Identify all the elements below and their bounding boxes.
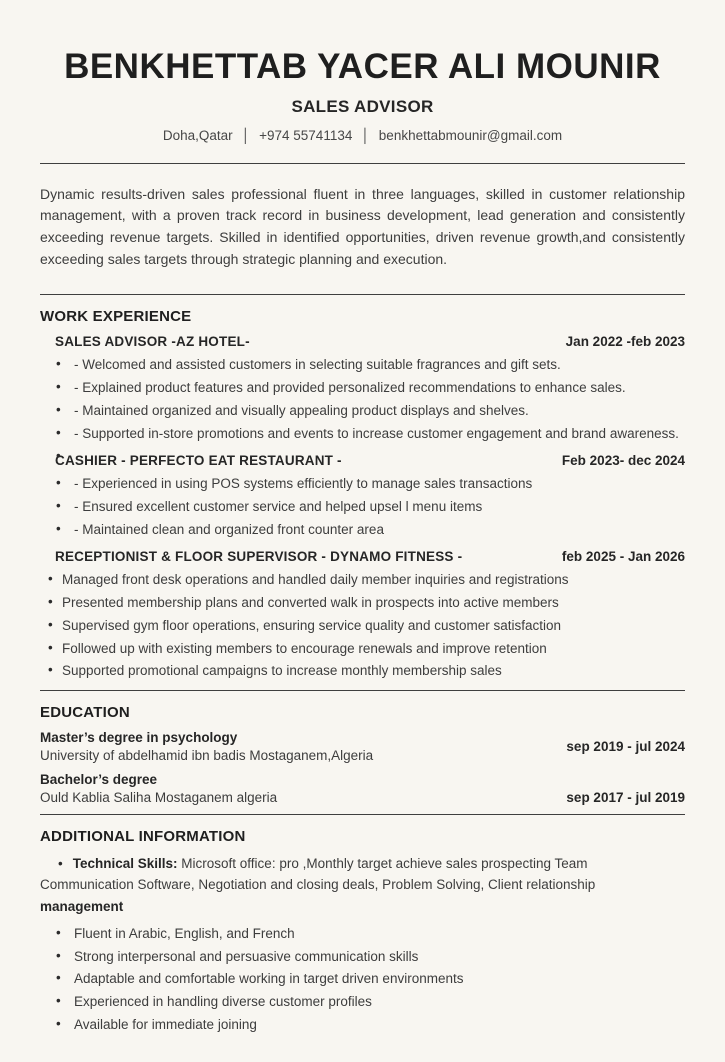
job-entry — [40, 549, 685, 682]
job-bullet-list — [40, 474, 685, 540]
technical-skills-label: Technical Skills: — [72, 856, 178, 872]
bullet-item: • Adaptable and comfortable working in target driven environments — [40, 969, 685, 989]
resume-header — [40, 48, 685, 143]
contact-separator: │ — [241, 127, 251, 143]
job-dates: Jan 2022 -feb 2023 — [565, 333, 685, 349]
bullet-item: • - Supported in-store promotions and events to increase customer engagement and brand awareness. — [40, 424, 685, 444]
additional-bullet-list — [40, 924, 685, 1036]
job-bullet-list — [40, 570, 685, 682]
school-name: University of abdelhamid ibn badis Mostaganem,Algeria — [40, 748, 374, 764]
additional-info-section — [40, 828, 685, 1035]
summary-text: Dynamic results-driven sales professional fluent in three languages, skilled in customer relationship management, with a proven track record in business development, lead generation and consistently exceeding revenue targets. Skilled in identified opportunities, driven revenue growth,and consistently exceeding sales targets through strategic planning and execution. — [40, 185, 685, 267]
summary-divider — [40, 294, 685, 295]
contact-line — [40, 128, 685, 143]
contact-location: Doha,Qatar — [162, 127, 233, 143]
education-dates: sep 2019 - jul 2024 — [566, 739, 685, 755]
education-entry — [40, 730, 685, 763]
degree-name: Master’s degree in psychology — [40, 730, 238, 746]
education-dates: sep 2017 - jul 2019 — [566, 790, 685, 806]
job-entry — [40, 334, 685, 444]
bullet-item: • - Ensured excellent customer service and helped upsel l menu items — [40, 497, 685, 517]
bullet-item: • Managed front desk operations and handled daily member inquiries and registrations — [40, 570, 685, 590]
bullet-item: • - Welcomed and assisted customers in selecting suitable fragrances and gift sets. — [40, 355, 685, 375]
contact-email: benkhettabmounir@gmail.com — [378, 127, 563, 143]
education-entry — [40, 772, 685, 805]
job-dates: feb 2025 - Jan 2026 — [561, 548, 685, 564]
technical-skills-item — [40, 854, 685, 896]
candidate-name: BENKHETTAB YACER ALI MOUNIR — [64, 47, 661, 86]
job-header — [40, 453, 685, 468]
bullet-item: • Followed up with existing members to encourage renewals and improve retention — [40, 639, 685, 659]
job-entry — [40, 453, 685, 540]
bullet-item: • Supported promotional campaigns to increase monthly membership sales — [40, 661, 685, 681]
bullet-item: • Experienced in handling diverse customer profiles — [40, 992, 685, 1012]
job-title: SALES ADVISOR -AZ HOTEL- — [55, 333, 250, 349]
header-divider — [40, 163, 685, 164]
job-header — [40, 334, 685, 349]
education-heading: EDUCATION — [40, 704, 130, 722]
bullet-item: • - Explained product features and provided personalized recommendations to enhance sales. — [40, 378, 685, 398]
degree-name: Bachelor’s degree — [40, 772, 158, 788]
education-details — [40, 772, 277, 805]
education-section — [40, 704, 685, 805]
job-title: CASHIER - PERFECTO EAT RESTAURANT - — [55, 452, 342, 468]
technical-skills-text-continued: management — [40, 899, 124, 915]
work-experience-section — [40, 308, 685, 682]
bullet-item: • - Experienced in using POS systems efficiently to manage sales transactions — [40, 474, 685, 494]
contact-phone: +974 55741134 — [259, 127, 353, 143]
technical-skills-text: Microsoft office: pro ,Monthly target achieve sales prospecting Team Communication Software, Negotiation and closing deals, Problem Solving, Client relationship — [40, 856, 596, 893]
additional-divider — [40, 814, 685, 815]
bullet-item: • Strong interpersonal and persuasive communication skills — [40, 947, 685, 967]
school-name: Ould Kablia Saliha Mostaganem algeria — [40, 790, 278, 806]
education-details — [40, 730, 373, 763]
contact-separator: │ — [361, 127, 370, 143]
work-experience-heading: WORK EXPERIENCE — [40, 307, 192, 325]
job-dates: Feb 2023- dec 2024 — [561, 452, 685, 468]
job-bullet-list — [40, 355, 685, 444]
job-title: RECEPTIONIST & FLOOR SUPERVISOR - DYNAMO FITNESS - — [55, 548, 463, 564]
bullet-item: • Available for immediate joining — [40, 1015, 685, 1035]
education-divider — [40, 690, 685, 691]
bullet-item: • - Maintained organized and visually appealing product displays and shelves. — [40, 401, 685, 421]
bullet-item: • Supervised gym floor operations, ensuring service quality and customer satisfaction — [40, 616, 685, 636]
candidate-role: SALES ADVISOR — [291, 96, 434, 116]
bullet-item: • Fluent in Arabic, English, and French — [40, 924, 685, 944]
additional-info-heading: ADDITIONAL INFORMATION — [40, 828, 246, 846]
bullet-item: • Presented membership plans and converted walk in prospects into active members — [40, 593, 685, 613]
job-header — [40, 549, 685, 564]
bullet-item: • - Maintained clean and organized front counter area — [40, 520, 685, 540]
